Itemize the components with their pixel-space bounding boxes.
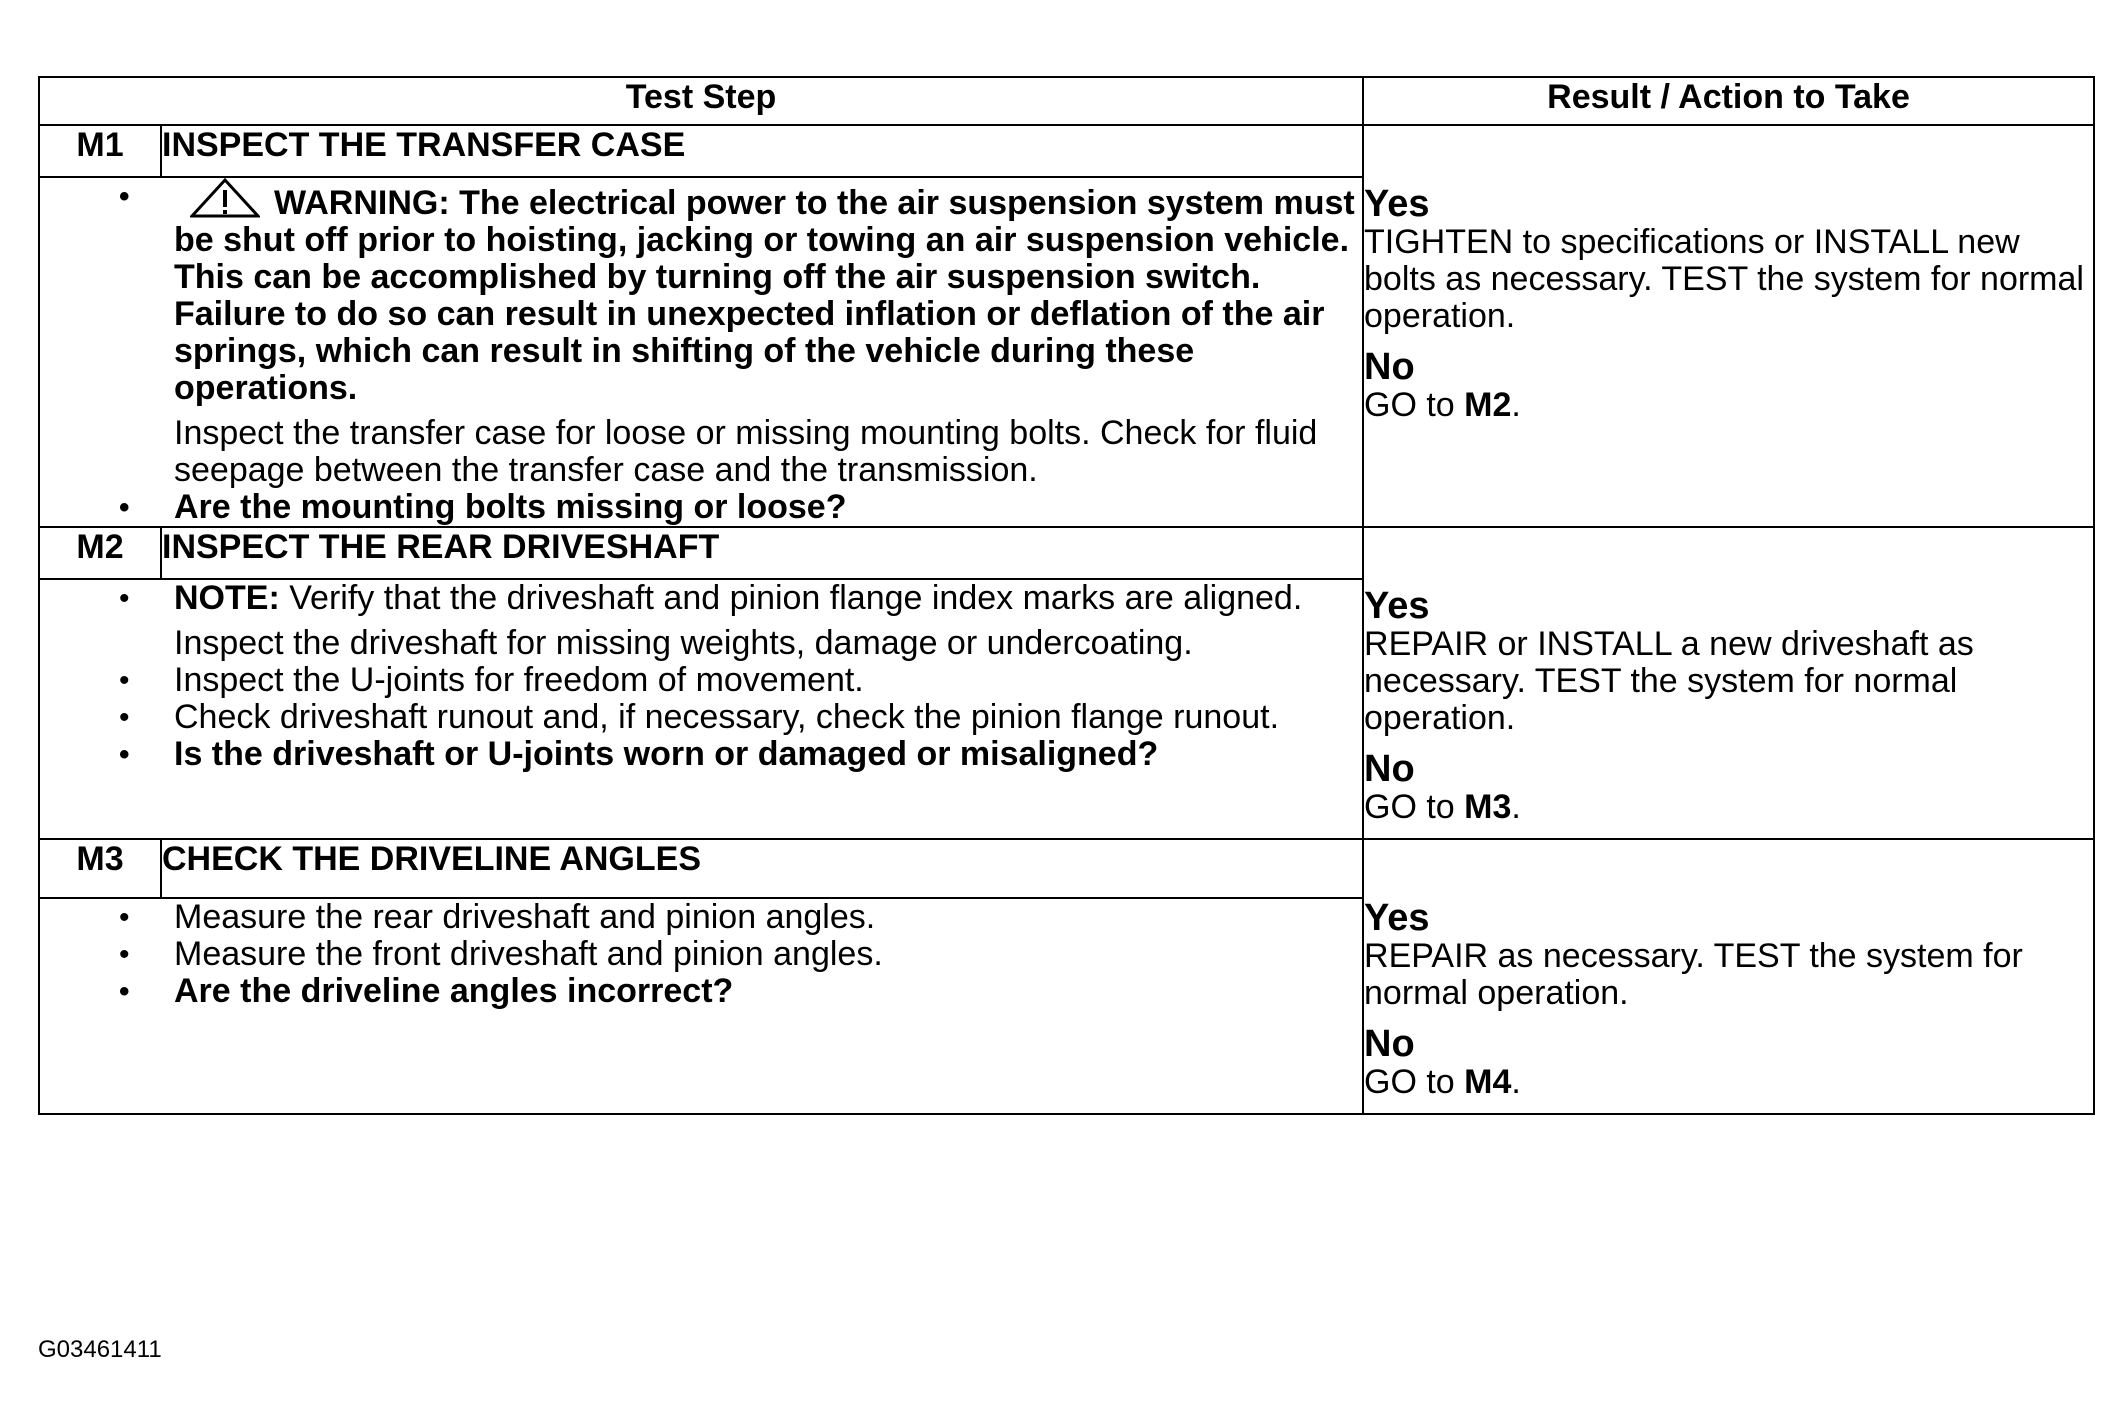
- header-result-action: Result / Action to Take: [1363, 77, 2094, 125]
- no-text-m1: [1364, 387, 2093, 424]
- diagnostic-table-container: [38, 76, 2093, 1115]
- warning-item-m1: [174, 178, 1362, 407]
- bullet-2-m2: • Check driveshaft runout and, if necessary, check the pinion flange runout.: [174, 699, 1362, 736]
- note-label-m2: NOTE:: [174, 579, 280, 617]
- no-text-m3: [1364, 1064, 2093, 1101]
- note-text-m2: Verify that the driveshaft and pinion flange index marks are aligned.: [279, 579, 1303, 617]
- step-title-m2: INSPECT THE REAR DRIVESHAFT: [161, 527, 1363, 579]
- step-title-m3: CHECK THE DRIVELINE ANGLES: [161, 839, 1363, 898]
- step-body-m1: [39, 177, 1363, 527]
- question-m2: • Is the driveshaft or U-joints worn or damaged or misaligned?: [174, 736, 1362, 773]
- step-title-m1: INSPECT THE TRANSFER CASE: [161, 125, 1363, 177]
- no-prefix-m1: GO to: [1364, 386, 1465, 424]
- note-item-m2: [174, 580, 1362, 617]
- goto-link-m2[interactable]: M2: [1464, 386, 1512, 424]
- no-suffix-m2: .: [1511, 788, 1521, 826]
- yes-label-m2: Yes: [1364, 585, 1430, 627]
- warning-triangle-icon: [190, 178, 260, 218]
- step-id-m3: M3: [39, 839, 161, 898]
- step-title-row-m2: [39, 527, 2094, 579]
- step-body-m3: [39, 898, 1363, 1114]
- yes-label-m3: Yes: [1364, 897, 1430, 939]
- result-cell-m1: [1363, 125, 2094, 527]
- step-title-row-m1: [39, 125, 2094, 177]
- no-suffix-m3: .: [1511, 1063, 1521, 1101]
- no-suffix-m1: .: [1511, 386, 1521, 424]
- header-test-step: Test Step: [39, 77, 1363, 125]
- question-m1: • Are the mounting bolts missing or loose?: [174, 489, 1362, 526]
- no-label-m3: No: [1364, 1023, 1415, 1065]
- diagnostic-table: [38, 76, 2095, 1115]
- instruction-m1: Inspect the transfer case for loose or missing mounting bolts. Check for fluid seepage between the transfer case and the transmission.: [174, 414, 1318, 489]
- yes-text-m3: REPAIR as necessary. TEST the system for normal operation.: [1364, 937, 2023, 1012]
- no-label-m1: No: [1364, 346, 1415, 388]
- result-cell-m2: [1363, 527, 2094, 839]
- warning-text-m1: WARNING: The electrical power to the air suspension system must be shut off prior to hoisting, jacking or towing an air suspension vehicle. This can be accomplished by turning off the air suspension switch. Failure to do so can result in unexpected inflation or deflation of the air springs, which can result in shifting of the vehicle during these operations.: [174, 184, 1355, 407]
- bullet-1-m2: • Inspect the U-joints for freedom of movement.: [174, 662, 1362, 699]
- no-prefix-m2: GO to: [1364, 788, 1465, 826]
- yes-text-m2: REPAIR or INSTALL a new driveshaft as necessary. TEST the system for normal operation.: [1364, 625, 1974, 737]
- goto-link-m3[interactable]: M3: [1464, 788, 1512, 826]
- figure-id: G03461411: [38, 1336, 162, 1363]
- no-prefix-m3: GO to: [1364, 1063, 1465, 1101]
- step-id-m2: M2: [39, 527, 161, 579]
- bullet-1-m3: • Measure the rear driveshaft and pinion angles.: [174, 899, 1362, 936]
- goto-link-m4[interactable]: M4: [1464, 1063, 1512, 1101]
- yes-label-m1: Yes: [1364, 183, 1430, 225]
- step-title-row-m3: [39, 839, 2094, 898]
- question-m3: • Are the driveline angles incorrect?: [174, 973, 1362, 1010]
- result-cell-m3: [1363, 839, 2094, 1114]
- table-header-row: [39, 77, 2094, 125]
- step-id-m1: M1: [39, 125, 161, 177]
- instruction-m2: Inspect the driveshaft for missing weights, damage or undercoating.: [174, 624, 1193, 662]
- no-label-m2: No: [1364, 748, 1415, 790]
- step-body-m2: [39, 579, 1363, 839]
- bullet-2-m3: • Measure the front driveshaft and pinion angles.: [174, 936, 1362, 973]
- yes-text-m1: TIGHTEN to specifications or INSTALL new bolts as necessary. TEST the system for normal operation.: [1364, 223, 2084, 335]
- no-text-m2: [1364, 789, 2093, 826]
